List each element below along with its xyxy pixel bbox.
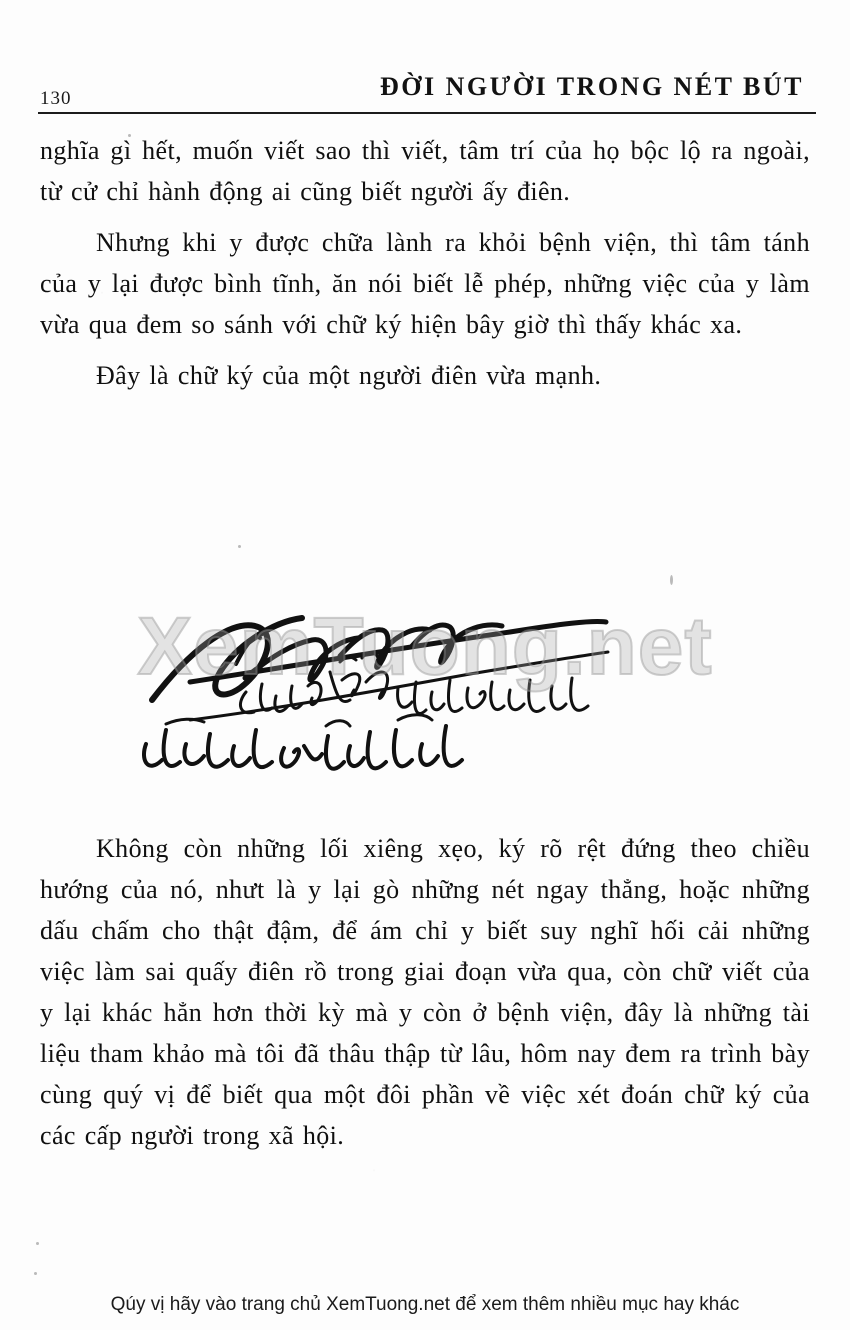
page-number: 130 [40,88,72,109]
paragraph: Đây là chữ ký của một người điên vừa mạnh. [96,361,602,390]
signature-figure [40,560,810,820]
page-header [36,72,816,114]
footer-note: Qúy vị hãy vào trang chủ XemTuong.net để xem thêm nhiều mục hay khác [110,1294,740,1315]
body-text-bottom [40,828,810,1156]
body-text-top [40,130,810,396]
scan-speck [36,1242,39,1245]
running-head: ĐỜI NGƯỜI TRONG NÉT BÚT [380,72,804,101]
scan-speck [238,545,241,548]
paragraph: nghĩa gì hết, muốn viết sao thì viết, tâm trí của họ bộc lộ ra ngoài, từ cử chỉ hành động ai cũng biết người ấy điên. [40,136,810,206]
paragraph: Không còn những lối xiêng xẹo, ký rõ rệt đứng theo chiều hướng của nó, nhưt là y lại gò những nét ngay thẳng, hoặc những dấu chấm cho thật đậm, để ám chỉ y biết suy nghĩ hối cải những việc làm sai quấy điên rồ trong giai đoạn vừa qua, còn chữ viết của y lại khác hẳn hơn thời kỳ mà y còn ở bệnh viện, đây là những tài liệu tham khảo mà tôi đã thâu thập từ lâu, hôm nay đem ra trình bày cùng quý vị để biết qua một đôi phần về việc xét đoán chữ ký của các cấp người trong xã hội. [40,834,810,1150]
handwritten-signature-icon [40,560,810,810]
watermark: XemTuong.net [137,601,713,692]
scan-speck [34,1272,37,1275]
header-divider [38,112,816,114]
paragraph: Nhưng khi y được chữa lành ra khỏi bệnh viện, thì tâm tánh của y lại được bình tĩnh, ăn nói biết lễ phép, những việc của y làm vừa qua đem so sánh với chữ ký hiện bây giờ thì thấy khác xa. [40,228,810,339]
